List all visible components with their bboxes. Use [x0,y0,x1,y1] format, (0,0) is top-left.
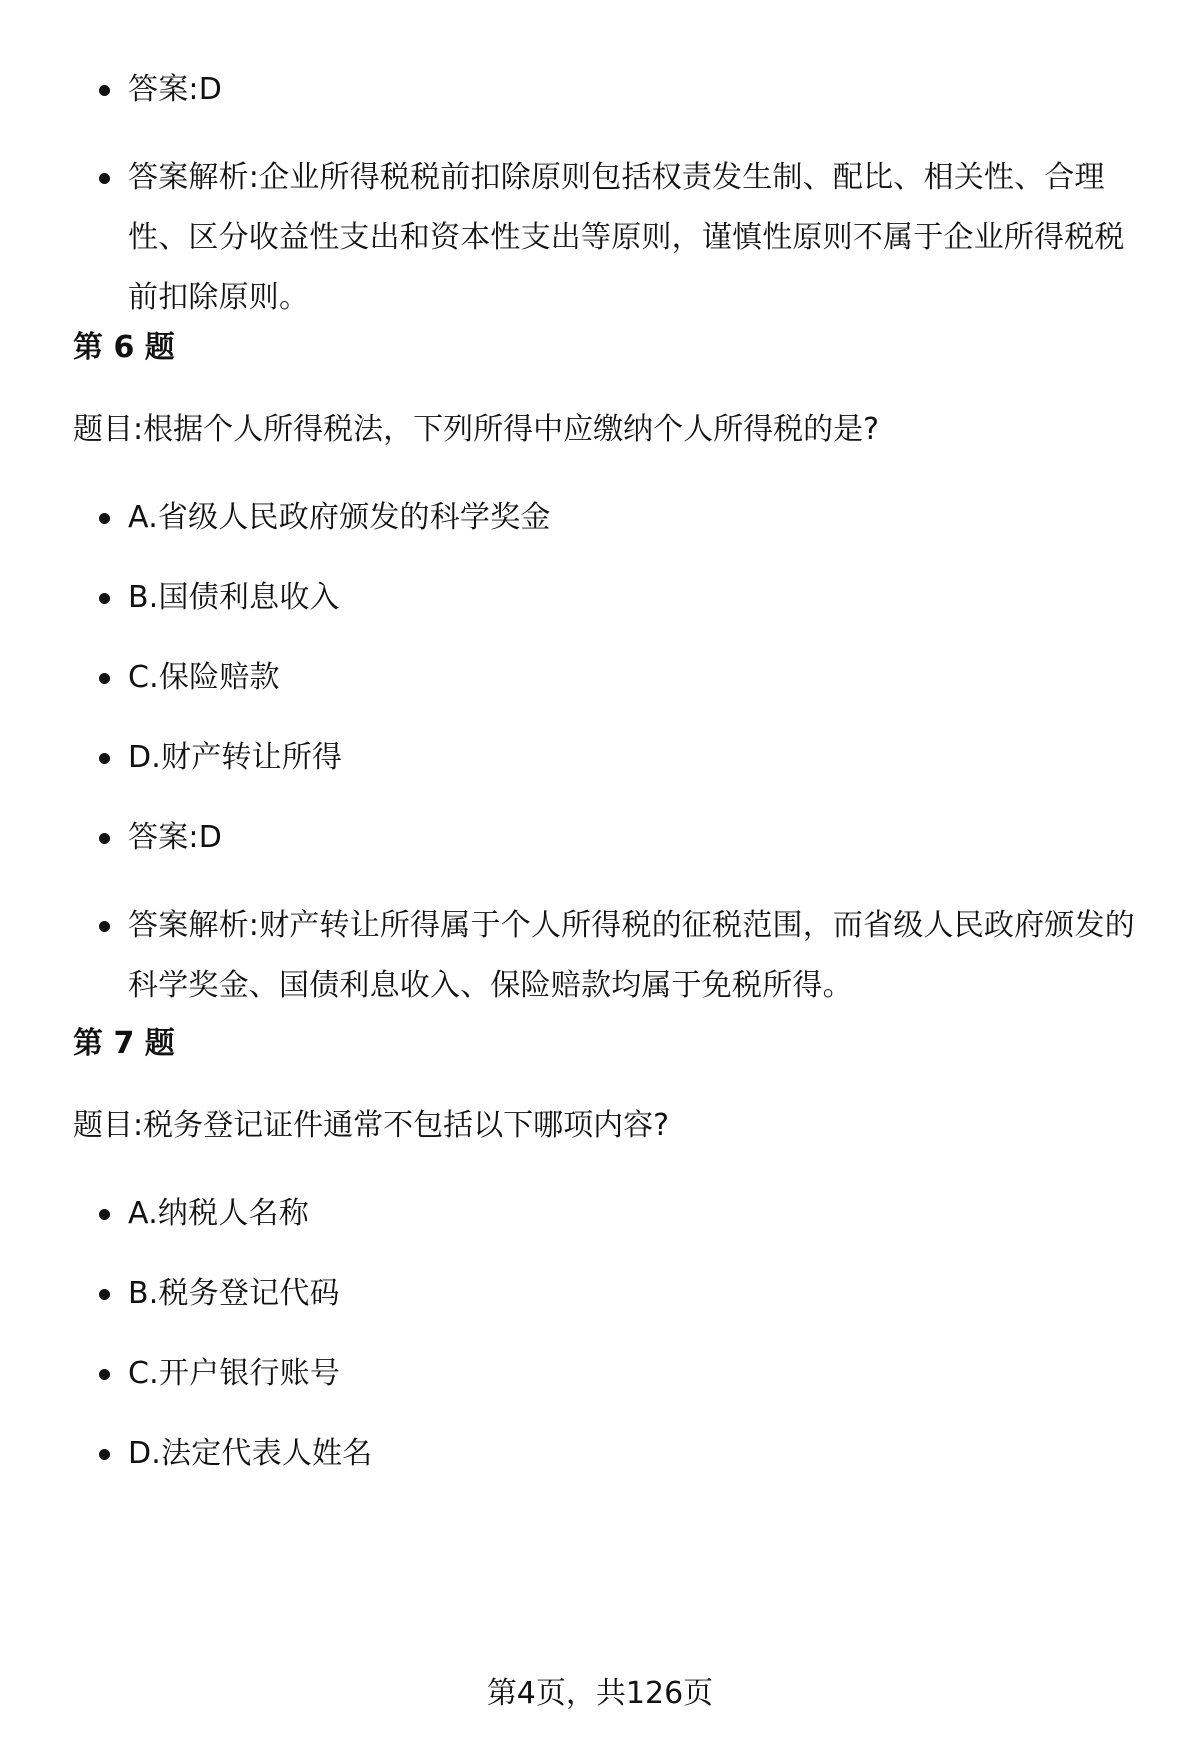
prev-answer: 答案:D [128,60,1148,120]
q7-option-d: D.法定代表人姓名 [128,1424,1148,1484]
q6-heading: 第 6 题 [73,330,175,365]
q7-option-b: B.税务登记代码 [128,1264,1148,1324]
q7-heading: 第 7 题 [73,1026,175,1061]
q6-question: 题目:根据个人所得税法，下列所得中应缴纳个人所得税的是? [73,412,880,447]
q6-option-b: B.国债利息收入 [128,568,1148,628]
q6-option-a: A.省级人民政府颁发的科学奖金 [128,488,1148,548]
q6-option-d: D.财产转让所得 [128,728,1148,788]
page-number: 第4页，共126页 [486,1676,714,1711]
q6-explanation: 答案解析:财产转让所得属于个人所得税的征税范围，而省级人民政府颁发的科学奖金、国债利息收入、保险赔款均属于免税所得。 [128,896,1148,1016]
q7-question: 题目:税务登记证件通常不包括以下哪项内容? [73,1108,670,1143]
q7-option-a: A.纳税人名称 [128,1184,1148,1244]
q7-option-c: C.开户银行账号 [128,1344,1148,1404]
q6-option-c: C.保险赔款 [128,648,1148,708]
prev-explanation: 答案解析:企业所得税税前扣除原则包括权责发生制、配比、相关性、合理性、区分收益性支出和资本性支出等原则，谨慎性原则不属于企业所得税税前扣除原则。 [128,148,1148,328]
q6-answer: 答案:D [128,808,1148,868]
